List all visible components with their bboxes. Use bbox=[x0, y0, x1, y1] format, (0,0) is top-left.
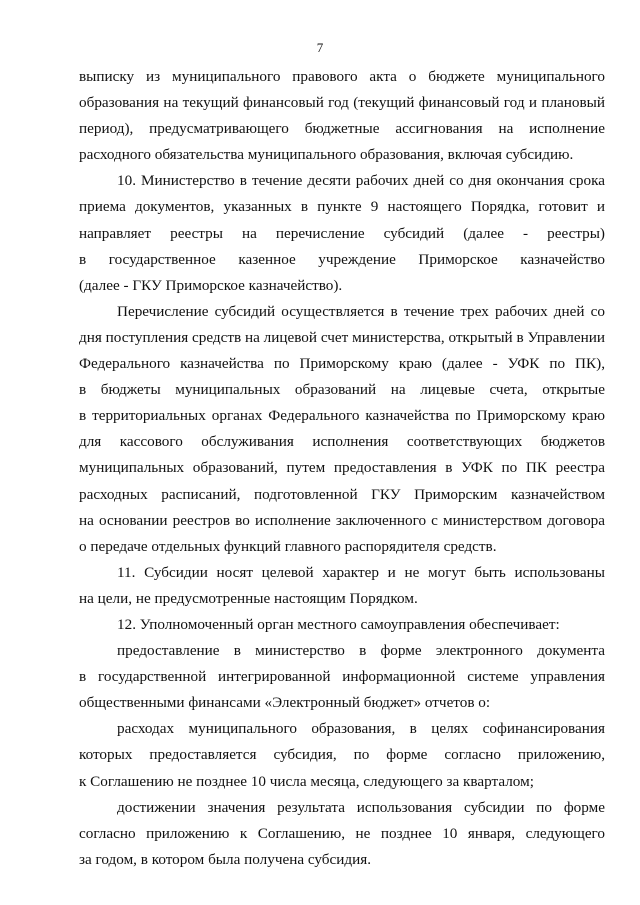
paragraph-expenses-report bbox=[79, 716, 605, 794]
text-line: предоставление в министерство в форме электронного документа bbox=[117, 642, 605, 660]
paragraph-reporting bbox=[79, 638, 605, 716]
text-line: в территориальных органах Федерального казначейства по Приморскому краю bbox=[79, 407, 605, 425]
text-line: в государственной интегрированной информационной системе управления bbox=[79, 668, 605, 686]
paragraph-transfer bbox=[79, 299, 605, 560]
text-line: расходных расписаний, подготовленной ГКУ Приморским казначейством bbox=[79, 485, 605, 503]
text-line: Федерального казначейства по Приморскому краю (далее - УФК по ПК), bbox=[79, 355, 605, 373]
page-number: 7 bbox=[316, 40, 324, 55]
text-line: за годом, в котором была получена субсидия. bbox=[79, 850, 372, 868]
text-line: которых предоставляется субсидия, по форме согласно приложению, bbox=[79, 746, 605, 764]
paragraph-continuation bbox=[79, 64, 605, 168]
paragraph-result-report bbox=[79, 795, 605, 873]
text-line: к Соглашению не позднее 10 числа месяца, следующего за кварталом; bbox=[79, 772, 534, 790]
text-line: на цели, не предусмотренные настоящим Порядком. bbox=[79, 589, 418, 607]
text-line: расходного обязательства муниципального образования, включая субсидию. bbox=[79, 146, 574, 164]
text-line: достижении значения результата использования субсидии по форме bbox=[117, 798, 605, 816]
text-line: 10. Министерство в течение десяти рабочих дней со дня окончания срока bbox=[117, 172, 605, 190]
text-line: в бюджеты муниципальных образований на лицевые счета, открытые bbox=[79, 381, 605, 399]
text-line: на основании реестров во исполнение заключенного с министерством договора bbox=[79, 511, 605, 529]
text-line: в государственное казенное учреждение Приморское казначейство bbox=[79, 250, 605, 268]
paragraph-clause-10 bbox=[79, 168, 605, 298]
text-line: для кассового обслуживания исполнения соответствующих бюджетов bbox=[79, 433, 605, 451]
text-line: 12. Уполномоченный орган местного самоуправления обеспечивает: bbox=[117, 615, 560, 633]
paragraph-clause-12 bbox=[79, 612, 605, 638]
text-line: выписку из муниципального правового акта о бюджете муниципального bbox=[79, 68, 605, 85]
text-line: общественными финансами «Электронный бюджет» отчетов о: bbox=[79, 694, 491, 712]
text-line: направляет реестры на перечисление субсидий (далее - реестры) bbox=[79, 224, 605, 242]
text-line: Перечисление субсидий осуществляется в течение трех рабочих дней со bbox=[117, 302, 605, 320]
text-line: дня поступления средств на лицевой счет министерства, открытый в Управлении bbox=[79, 328, 605, 346]
text-line: приема документов, указанных в пункте 9 настоящего Порядка, готовит и bbox=[79, 198, 605, 216]
text-line: 11. Субсидии носят целевой характер и не могут быть использованы bbox=[117, 563, 605, 581]
text-line: расходах муниципального образования, в целях софинансирования bbox=[117, 720, 605, 738]
document-body bbox=[79, 64, 605, 873]
text-line: период), предусматривающего бюджетные ассигнования на исполнение bbox=[79, 120, 605, 138]
paragraph-clause-11 bbox=[79, 560, 605, 612]
text-line: о передаче отдельных функций главного распорядителя средств. bbox=[79, 537, 497, 555]
text-line: образования на текущий финансовый год (текущий финансовый год и плановый bbox=[79, 94, 605, 112]
text-line: муниципальных образований, путем предоставления в УФК по ПК реестра bbox=[79, 459, 605, 477]
text-line: согласно приложению к Соглашению, не позднее 10 января, следующего bbox=[79, 824, 605, 842]
text-line: (далее - ГКУ Приморское казначейство). bbox=[79, 276, 343, 294]
